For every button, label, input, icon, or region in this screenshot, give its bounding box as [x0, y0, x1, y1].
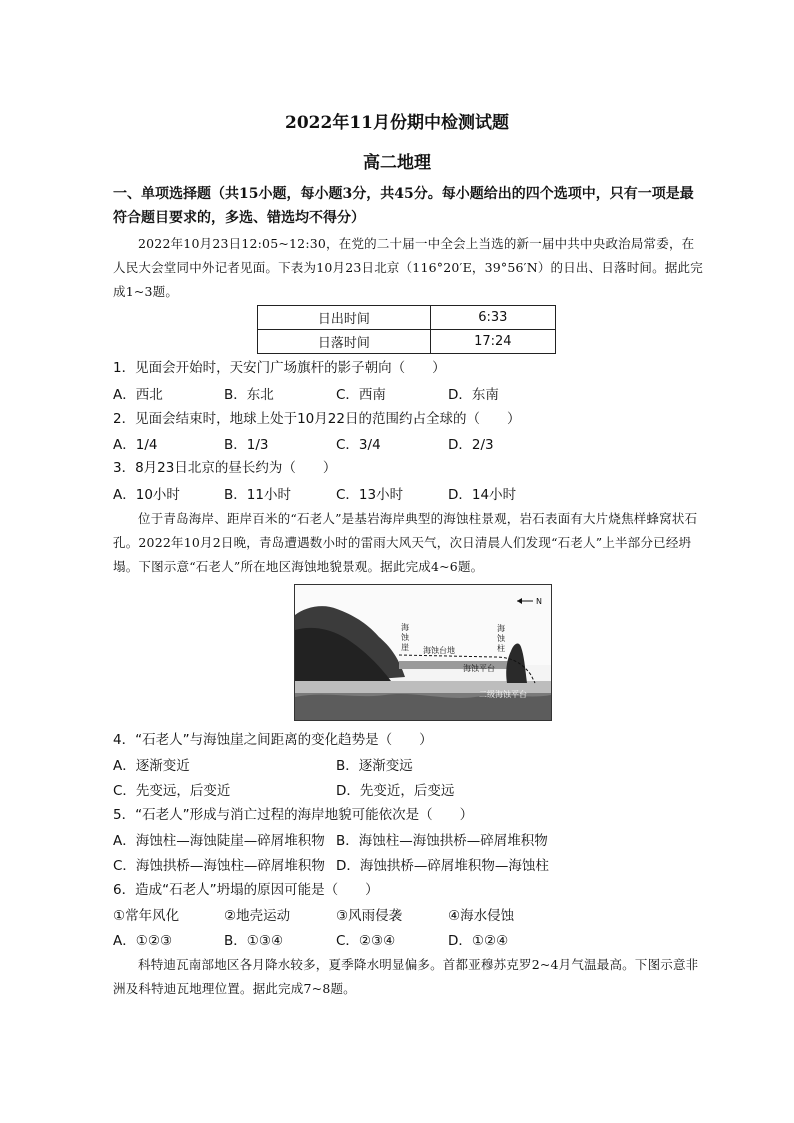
option-b: B．11小时 — [224, 487, 291, 503]
item-2: ②地壳运动 — [224, 908, 291, 924]
label-platform-2: 二级海蚀平台 — [479, 690, 527, 699]
question-4-options-2 — [113, 779, 703, 801]
option-d: D．14小时 — [448, 487, 517, 503]
option-d: D．2/3 — [448, 437, 494, 453]
page-subtitle: 高二地理 — [363, 153, 431, 173]
table-cell: 日出时间 — [258, 306, 431, 330]
option-a: A．西北 — [113, 387, 163, 403]
question-4-stem: 4．“石老人”与海蚀崖之间距离的变化趋势是（ ） — [113, 732, 433, 748]
option-b: B．1/3 — [224, 437, 269, 453]
section-heading: 一、单项选择题（共15小题，每小题3分，共45分。每小题给出的四个选项中，只有一项是最符合题目要求的，多选、错选均不得分） — [113, 186, 694, 226]
question-3-stem: 3．8月23日北京的昼长约为（ ） — [113, 460, 337, 476]
question-1-stem: 1．见面会开始时，天安门广场旗杆的影子朝向（ ） — [113, 360, 446, 376]
question-5-options-2 — [113, 854, 703, 876]
table-row — [258, 306, 556, 330]
question-1-options — [113, 383, 703, 405]
option-c: C．西南 — [336, 387, 386, 403]
label-cliff: 海蚀崖 — [401, 623, 409, 652]
table-row — [258, 330, 556, 354]
option-b: B．东北 — [224, 387, 274, 403]
option-d: D．①②④ — [448, 933, 509, 949]
option-a: A．①②③ — [113, 933, 173, 949]
option-a: A．海蚀柱—海蚀陡崖—碎屑堆积物 — [113, 833, 325, 849]
question-2-options — [113, 433, 703, 455]
option-a: A．1/4 — [113, 437, 158, 453]
passage-2: 位于青岛海岸、距岸百米的“石老人”是基岩海岸典型的海蚀柱景观，岩石表面有大片烧焦样蜂窝状石孔。2022年10月2日晚，青岛遭遇数小时的雷雨大风天气，次日清晨人们发现“石老人”上半部分已经坍塌。下图示意“石老人”所在地区海蚀地貌景观。据此完成4~6题。 — [113, 511, 698, 574]
label-terrace: 海蚀台地 — [423, 646, 455, 655]
question-3-options — [113, 483, 703, 505]
option-c: C．先变远，后变近 — [113, 783, 231, 799]
question-6-options — [113, 929, 703, 951]
question-5-stem: 5．“石老人”形成与消亡过程的海岸地貌可能依次是（ ） — [113, 807, 474, 823]
label-platform: 海蚀平台 — [463, 664, 495, 673]
option-b: B．逐渐变远 — [336, 758, 413, 774]
option-c: C．②③④ — [336, 933, 396, 949]
table-cell: 17:24 — [430, 330, 555, 354]
item-4: ④海水侵蚀 — [448, 908, 515, 924]
question-4-options — [113, 754, 703, 776]
option-c: C．海蚀拱桥—海蚀柱—碎屑堆积物 — [113, 858, 325, 874]
option-d: D．先变近，后变远 — [336, 783, 455, 799]
option-d: D．东南 — [448, 387, 499, 403]
option-a: A．10小时 — [113, 487, 180, 503]
passage-3: 科特迪瓦南部地区各月降水较多，夏季降水明显偏多。首都亚穆苏克罗2~4月气温最高。下图示意非洲及科特迪瓦地理位置。据此完成7~8题。 — [113, 957, 699, 996]
option-b: B．海蚀柱—海蚀拱桥—碎屑堆积物 — [336, 833, 548, 849]
sea-erosion-illustration — [295, 585, 551, 720]
option-c: C．3/4 — [336, 437, 381, 453]
item-1: ①常年风化 — [113, 908, 180, 924]
question-6-stem: 6．造成“石老人”坍塌的原因可能是（ ） — [113, 882, 379, 898]
option-c: C．13小时 — [336, 487, 404, 503]
table-cell: 6:33 — [430, 306, 555, 330]
question-5-options — [113, 829, 703, 851]
question-2-stem: 2．见面会结束时，地球上处于10月22日的范围约占全球的（ ） — [113, 411, 521, 427]
page-title: 2022年11月份期中检测试题 — [285, 113, 509, 133]
sunrise-sunset-table — [257, 305, 556, 354]
option-a: A．逐渐变近 — [113, 758, 190, 774]
passage-1: 2022年10月23日12:05~12:30，在党的二十届一中全会上当选的新一届中共中央政治局常委，在人民大会堂同中外记者见面。下表为10月23日北京（116°20′E，39°56′N）的日出、日落时间。据此完成1~3题。 — [113, 236, 703, 299]
question-6-items — [113, 904, 703, 926]
option-b: B．①③④ — [224, 933, 284, 949]
label-pillar: 海蚀柱 — [497, 624, 505, 653]
north-label: N — [536, 597, 542, 606]
table-cell: 日落时间 — [258, 330, 431, 354]
option-d: D．海蚀拱桥—碎屑堆积物—海蚀柱 — [336, 858, 549, 874]
item-3: ③风雨侵袭 — [336, 908, 403, 924]
sea-erosion-figure — [294, 584, 552, 721]
